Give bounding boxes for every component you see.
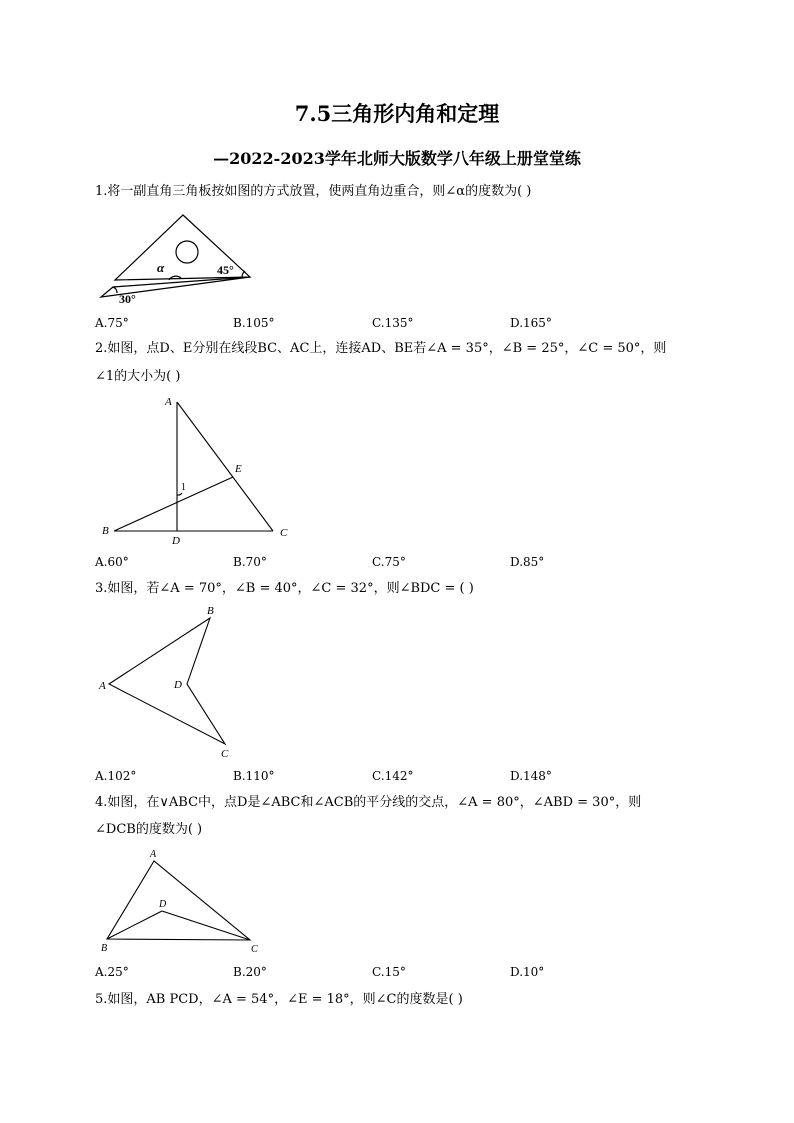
q2-option-a[interactable]: A.60°: [95, 555, 129, 569]
q1-option-c[interactable]: C.135°: [372, 316, 414, 330]
q3-option-a[interactable]: A.102°: [95, 769, 137, 783]
label-a: A: [99, 680, 106, 692]
q1-option-b[interactable]: B.105°: [233, 316, 275, 330]
angle-45-arc: [242, 271, 245, 277]
label-a: A: [150, 849, 157, 860]
label-b: B: [101, 943, 108, 954]
label-c: C: [251, 944, 258, 955]
page-title: 7.5三角形内角和定理: [294, 101, 500, 126]
question-2-figure: [95, 392, 305, 552]
question-5-text: 5.如图，AB PCD，∠A = 54°，∠E = 18°，则∠C的度数是( ): [95, 992, 463, 1007]
label-c: C: [280, 527, 288, 539]
q1-option-d[interactable]: D.165°: [510, 316, 552, 330]
q3-option-d[interactable]: D.148°: [510, 769, 552, 783]
q2-option-c[interactable]: C.75°: [372, 555, 406, 569]
label-d: D: [172, 535, 180, 547]
question-3-figure: [95, 604, 255, 764]
question-4-text-line2: ∠DCB的度数为( ): [95, 822, 203, 837]
hole-circle: [176, 241, 198, 263]
question-4-text-line1: 4.如图，在∨ABC中，点D是∠ABC和∠ACB的平分线的交点，∠A = 80°，∠ABD = 30°，则: [95, 795, 642, 810]
question-1-figure: [95, 210, 260, 310]
question-1-text: 1.将一副直角三角板按如图的方式放置，使两直角边重合，则∠α的度数为( ): [95, 184, 532, 199]
q3-option-b[interactable]: B.110°: [233, 769, 275, 783]
q3-option-c[interactable]: C.142°: [372, 769, 414, 783]
label-a: A: [165, 396, 172, 408]
question-2-text-line1: 2.如图，点D、E分别在线段BC、AC上，连接AD、BE若∠A = 35°，∠B = 25°，∠C = 50°，则: [95, 341, 667, 356]
label-b: B: [102, 525, 109, 537]
concave-quadrilateral: [109, 618, 225, 744]
page-subtitle: —2022-2023学年北师大版数学八年级上册堂堂练: [213, 149, 581, 168]
alpha-label: α: [157, 260, 165, 275]
question-2-text-line2: ∠1的大小为( ): [95, 369, 181, 384]
q2-option-d[interactable]: D.85°: [510, 555, 545, 569]
q4-option-c[interactable]: C.15°: [372, 965, 406, 979]
label-e: E: [235, 463, 242, 475]
angle-45-label: 45°: [217, 263, 234, 277]
angle-1-arc: [177, 493, 182, 495]
segment-ac: [177, 402, 273, 531]
segment-be: [114, 477, 233, 531]
q4-option-b[interactable]: B.20°: [233, 965, 267, 979]
label-b: B: [207, 605, 214, 617]
label-c: C: [221, 748, 229, 760]
label-d: D: [159, 899, 167, 910]
question-4-figure: [95, 845, 275, 960]
label-1: 1: [181, 482, 186, 493]
angle-30-arc: [113, 287, 117, 293]
q4-option-a[interactable]: A.25°: [95, 965, 129, 979]
label-d: D: [174, 679, 182, 691]
q1-option-a[interactable]: A.75°: [95, 316, 129, 330]
question-3-text: 3.如图，若∠A = 70°，∠B = 40°，∠C = 32°，则∠BDC = ( ): [95, 581, 474, 596]
angle-30-label: 30°: [119, 292, 136, 306]
q4-option-d[interactable]: D.10°: [510, 965, 545, 979]
q2-option-b[interactable]: B.70°: [233, 555, 267, 569]
segment-cd: [162, 911, 250, 940]
